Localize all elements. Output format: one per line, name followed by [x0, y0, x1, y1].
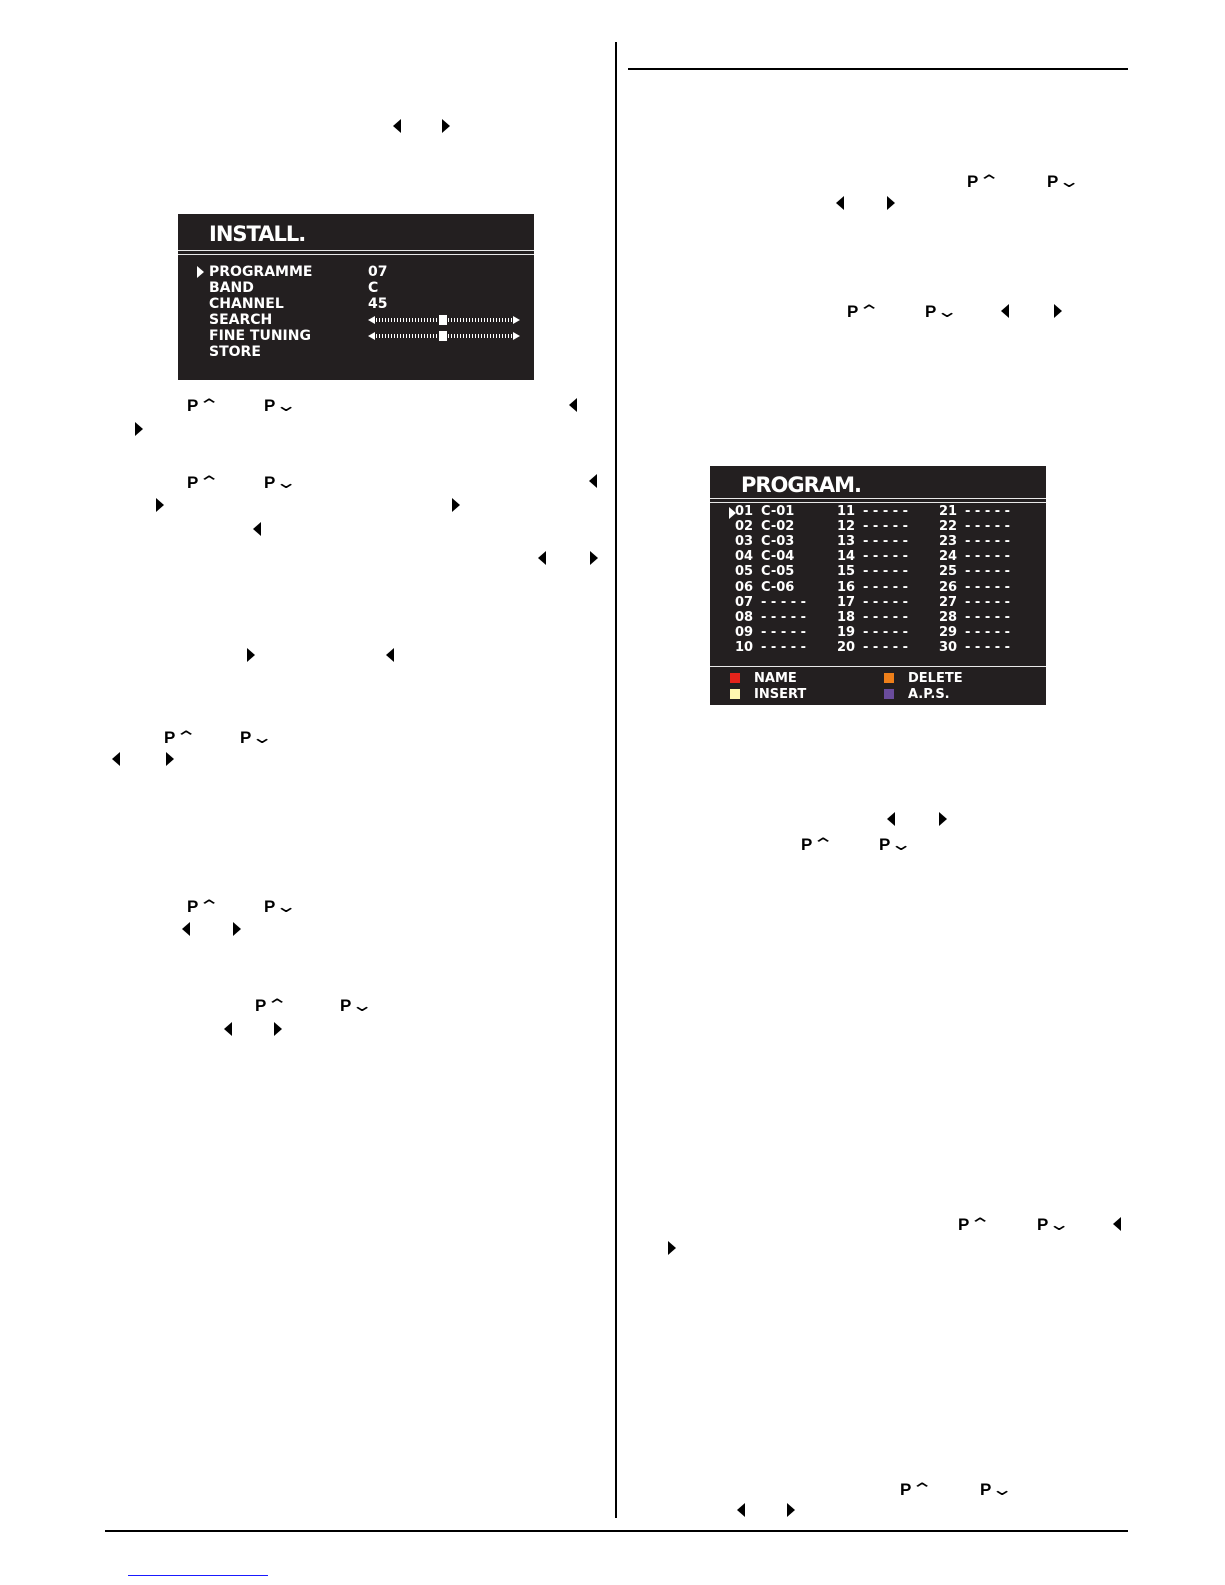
program-name: - - - - -	[863, 549, 909, 565]
program-name: - - - - -	[965, 564, 1011, 580]
program-list-item[interactable]	[939, 564, 1010, 579]
left-arrow-icon	[538, 551, 546, 565]
legend-label: INSERT	[754, 687, 807, 702]
right-arrow-icon	[787, 1503, 795, 1517]
program-list-item[interactable]	[735, 625, 806, 640]
key-letter: P	[1037, 1215, 1049, 1234]
row-value: 45	[368, 296, 388, 312]
left-arrow-icon	[836, 196, 844, 210]
key-letter: P	[264, 473, 276, 492]
p-down-key-icon: P⌄	[879, 835, 913, 854]
key-letter: P	[980, 1480, 992, 1499]
p-up-key-icon: P⌃	[801, 835, 835, 854]
row-label: PROGRAMME	[209, 264, 313, 280]
slider-knob[interactable]	[439, 331, 447, 341]
program-name: C-05	[761, 564, 795, 580]
program-list-item[interactable]	[939, 549, 1010, 564]
program-name: - - - - -	[965, 579, 1011, 595]
program-number: 03	[735, 534, 754, 550]
program-list-item[interactable]	[837, 519, 908, 534]
p-down-key-icon: P⌄	[264, 897, 298, 916]
left-arrow-icon	[393, 119, 401, 133]
install-menu	[178, 214, 534, 380]
program-name: C-02	[761, 519, 795, 535]
program-number: 25	[939, 564, 958, 580]
p-down-key-icon: P⌄	[264, 473, 298, 492]
program-number: 29	[939, 624, 958, 640]
program-name: - - - - -	[761, 594, 807, 610]
program-list-item[interactable]	[735, 610, 806, 625]
program-name: - - - - -	[863, 504, 909, 519]
program-menu-title: PROGRAM.	[741, 473, 861, 497]
right-column-top-rule	[628, 68, 1128, 70]
left-arrow-icon	[182, 922, 190, 936]
p-up-key-icon: P⌃	[958, 1215, 992, 1234]
program-list-item[interactable]	[735, 504, 794, 519]
program-name: - - - - -	[863, 579, 909, 595]
p-up-key-icon: P⌃	[967, 172, 1001, 191]
row-label: STORE	[209, 344, 261, 360]
program-name: - - - - -	[965, 594, 1011, 610]
install-menu-title: INSTALL.	[209, 222, 306, 246]
search-slider[interactable]	[368, 316, 520, 324]
selection-pointer-icon	[197, 266, 204, 278]
program-menu	[710, 466, 1046, 705]
program-list-item[interactable]	[837, 504, 908, 519]
p-up-key-icon: P⌃	[900, 1480, 934, 1499]
row-value: 07	[368, 264, 388, 280]
menu-row-programme[interactable]	[209, 264, 312, 280]
slider-left-arrow-icon	[368, 332, 375, 340]
menu-rule	[178, 250, 534, 251]
program-name: - - - - -	[965, 504, 1011, 519]
key-letter: P	[967, 172, 979, 191]
left-arrow-icon	[569, 398, 577, 412]
right-arrow-icon	[156, 498, 164, 512]
p-up-key-icon: P⌃	[164, 728, 198, 747]
program-number: 22	[939, 519, 958, 535]
key-letter: P	[240, 728, 252, 747]
p-up-key-icon: P⌃	[187, 473, 221, 492]
orange-button-icon	[884, 673, 894, 683]
legend-name[interactable]	[730, 671, 797, 686]
right-arrow-icon	[452, 498, 460, 512]
program-number: 15	[837, 564, 856, 580]
page-bottom-rule	[105, 1530, 1128, 1532]
program-name: C-04	[761, 549, 795, 565]
program-number: 17	[837, 594, 856, 610]
program-list-item[interactable]	[939, 580, 1010, 595]
slider-right-arrow-icon	[513, 316, 520, 324]
program-list-item[interactable]	[837, 610, 908, 625]
program-number: 07	[735, 594, 754, 610]
right-arrow-icon	[590, 551, 598, 565]
key-letter: P	[900, 1480, 912, 1499]
key-letter: P	[1047, 172, 1059, 191]
program-number: 11	[837, 504, 856, 519]
program-list-item[interactable]	[939, 625, 1010, 640]
program-list-item[interactable]	[939, 610, 1010, 625]
menu-row-band[interactable]	[209, 280, 254, 296]
column-divider	[615, 42, 617, 1518]
program-name: - - - - -	[761, 609, 807, 625]
program-name: - - - - -	[761, 639, 807, 655]
left-arrow-icon	[1001, 304, 1009, 318]
slider-knob[interactable]	[439, 315, 447, 325]
legend-label: A.P.S.	[908, 687, 950, 702]
row-value: C	[368, 280, 379, 296]
menu-rule	[710, 666, 1046, 667]
menu-rule	[710, 502, 1046, 503]
key-letter: P	[264, 396, 276, 415]
program-list-item[interactable]	[939, 640, 1010, 655]
program-name: - - - - -	[863, 639, 909, 655]
program-name: - - - - -	[863, 609, 909, 625]
legend-label: NAME	[754, 671, 797, 686]
program-number: 21	[939, 504, 958, 519]
program-list-item[interactable]	[939, 534, 1010, 549]
program-list-item[interactable]	[735, 640, 806, 655]
key-letter: P	[187, 396, 199, 415]
program-number: 23	[939, 534, 958, 550]
p-down-key-icon: P⌄	[264, 396, 298, 415]
left-arrow-icon	[887, 812, 895, 826]
program-number: 30	[939, 639, 958, 655]
program-name: C-03	[761, 534, 795, 550]
row-label: BAND	[209, 280, 254, 296]
footer-underline	[128, 1575, 268, 1576]
left-arrow-icon	[737, 1503, 745, 1517]
right-arrow-icon	[166, 752, 174, 766]
program-number: 19	[837, 624, 856, 640]
program-list-item[interactable]	[939, 519, 1010, 534]
legend-delete[interactable]	[884, 671, 963, 686]
program-name: - - - - -	[863, 519, 909, 535]
program-list-item[interactable]	[837, 640, 908, 655]
left-arrow-icon	[1113, 1217, 1121, 1231]
program-number: 16	[837, 579, 856, 595]
right-arrow-icon	[939, 812, 947, 826]
row-label: FINE TUNING	[209, 328, 311, 344]
program-number: 10	[735, 639, 754, 655]
program-list-item[interactable]	[735, 519, 794, 534]
program-list-item[interactable]	[837, 595, 908, 610]
p-down-key-icon: P⌄	[1047, 172, 1081, 191]
program-number: 26	[939, 579, 958, 595]
program-number: 20	[837, 639, 856, 655]
right-arrow-icon	[247, 648, 255, 662]
p-up-key-icon: P⌃	[187, 396, 221, 415]
menu-row-fine-tuning[interactable]	[209, 328, 311, 344]
program-name: - - - - -	[965, 534, 1011, 550]
program-number: 12	[837, 519, 856, 535]
legend-aps[interactable]	[884, 687, 950, 702]
right-arrow-icon	[887, 196, 895, 210]
program-number: 18	[837, 609, 856, 625]
program-name: - - - - -	[761, 624, 807, 640]
program-number: 04	[735, 549, 754, 565]
p-down-key-icon: P⌄	[980, 1480, 1014, 1499]
legend-insert[interactable]	[730, 687, 806, 702]
program-number: 24	[939, 549, 958, 565]
program-number: 28	[939, 609, 958, 625]
left-arrow-icon	[386, 648, 394, 662]
program-number: 08	[735, 609, 754, 625]
key-letter: P	[187, 473, 199, 492]
p-down-key-icon: P⌄	[240, 728, 274, 747]
program-list-item[interactable]	[837, 625, 908, 640]
menu-row-store[interactable]	[209, 344, 261, 360]
key-letter: P	[164, 728, 176, 747]
program-name: - - - - -	[863, 534, 909, 550]
program-number: 02	[735, 519, 754, 535]
program-list-item[interactable]	[735, 580, 794, 595]
program-list-item[interactable]	[735, 595, 806, 610]
program-name: - - - - -	[965, 624, 1011, 640]
right-arrow-icon	[442, 119, 450, 133]
program-number: 01	[735, 504, 754, 519]
key-letter: P	[879, 835, 891, 854]
program-name: - - - - -	[863, 564, 909, 580]
yellow-button-icon	[730, 689, 740, 699]
program-list-item[interactable]	[837, 564, 908, 579]
menu-rule	[710, 498, 1046, 499]
p-down-key-icon: P⌄	[1037, 1215, 1071, 1234]
program-list-item[interactable]	[735, 564, 794, 579]
left-arrow-icon	[589, 474, 597, 488]
program-number: 14	[837, 549, 856, 565]
key-letter: P	[801, 835, 813, 854]
program-list-item[interactable]	[939, 504, 1010, 519]
program-list-item[interactable]	[735, 549, 794, 564]
p-up-key-icon: P⌃	[187, 897, 221, 916]
key-letter: P	[255, 996, 267, 1015]
program-number: 13	[837, 534, 856, 550]
program-name: C-01	[761, 504, 795, 519]
program-name: C-06	[761, 579, 795, 595]
program-list-item[interactable]	[837, 549, 908, 564]
red-button-icon	[730, 673, 740, 683]
right-arrow-icon	[135, 422, 143, 436]
program-name: - - - - -	[965, 639, 1011, 655]
right-arrow-icon	[668, 1241, 676, 1255]
left-arrow-icon	[253, 522, 261, 536]
key-letter: P	[847, 302, 859, 321]
blue-button-icon	[884, 689, 894, 699]
fine-tuning-slider[interactable]	[368, 332, 520, 340]
right-arrow-icon	[233, 922, 241, 936]
program-name: - - - - -	[965, 549, 1011, 565]
program-number: 06	[735, 579, 754, 595]
left-arrow-icon	[224, 1022, 232, 1036]
key-letter: P	[340, 996, 352, 1015]
right-arrow-icon	[1054, 304, 1062, 318]
program-number: 27	[939, 594, 958, 610]
program-name: - - - - -	[965, 609, 1011, 625]
right-arrow-icon	[274, 1022, 282, 1036]
key-letter: P	[958, 1215, 970, 1234]
program-list-item[interactable]	[837, 580, 908, 595]
p-down-key-icon: P⌄	[925, 302, 959, 321]
key-letter: P	[925, 302, 937, 321]
slider-left-arrow-icon	[368, 316, 375, 324]
key-letter: P	[187, 897, 199, 916]
p-up-key-icon: P⌃	[255, 996, 289, 1015]
slider-right-arrow-icon	[513, 332, 520, 340]
row-label: CHANNEL	[209, 296, 284, 312]
left-arrow-icon	[112, 752, 120, 766]
program-name: - - - - -	[863, 624, 909, 640]
program-name: - - - - -	[863, 594, 909, 610]
program-list-item[interactable]	[939, 595, 1010, 610]
program-number: 09	[735, 624, 754, 640]
program-list-item[interactable]	[837, 534, 908, 549]
row-label: SEARCH	[209, 312, 273, 328]
program-list-item[interactable]	[735, 534, 794, 549]
program-name: - - - - -	[965, 519, 1011, 535]
p-down-key-icon: P⌄	[340, 996, 374, 1015]
key-letter: P	[264, 897, 276, 916]
program-number: 05	[735, 564, 754, 580]
menu-row-search[interactable]	[209, 312, 272, 328]
p-up-key-icon: P⌃	[847, 302, 881, 321]
menu-rule	[178, 254, 534, 255]
legend-label: DELETE	[908, 671, 963, 686]
menu-row-channel[interactable]	[209, 296, 284, 312]
